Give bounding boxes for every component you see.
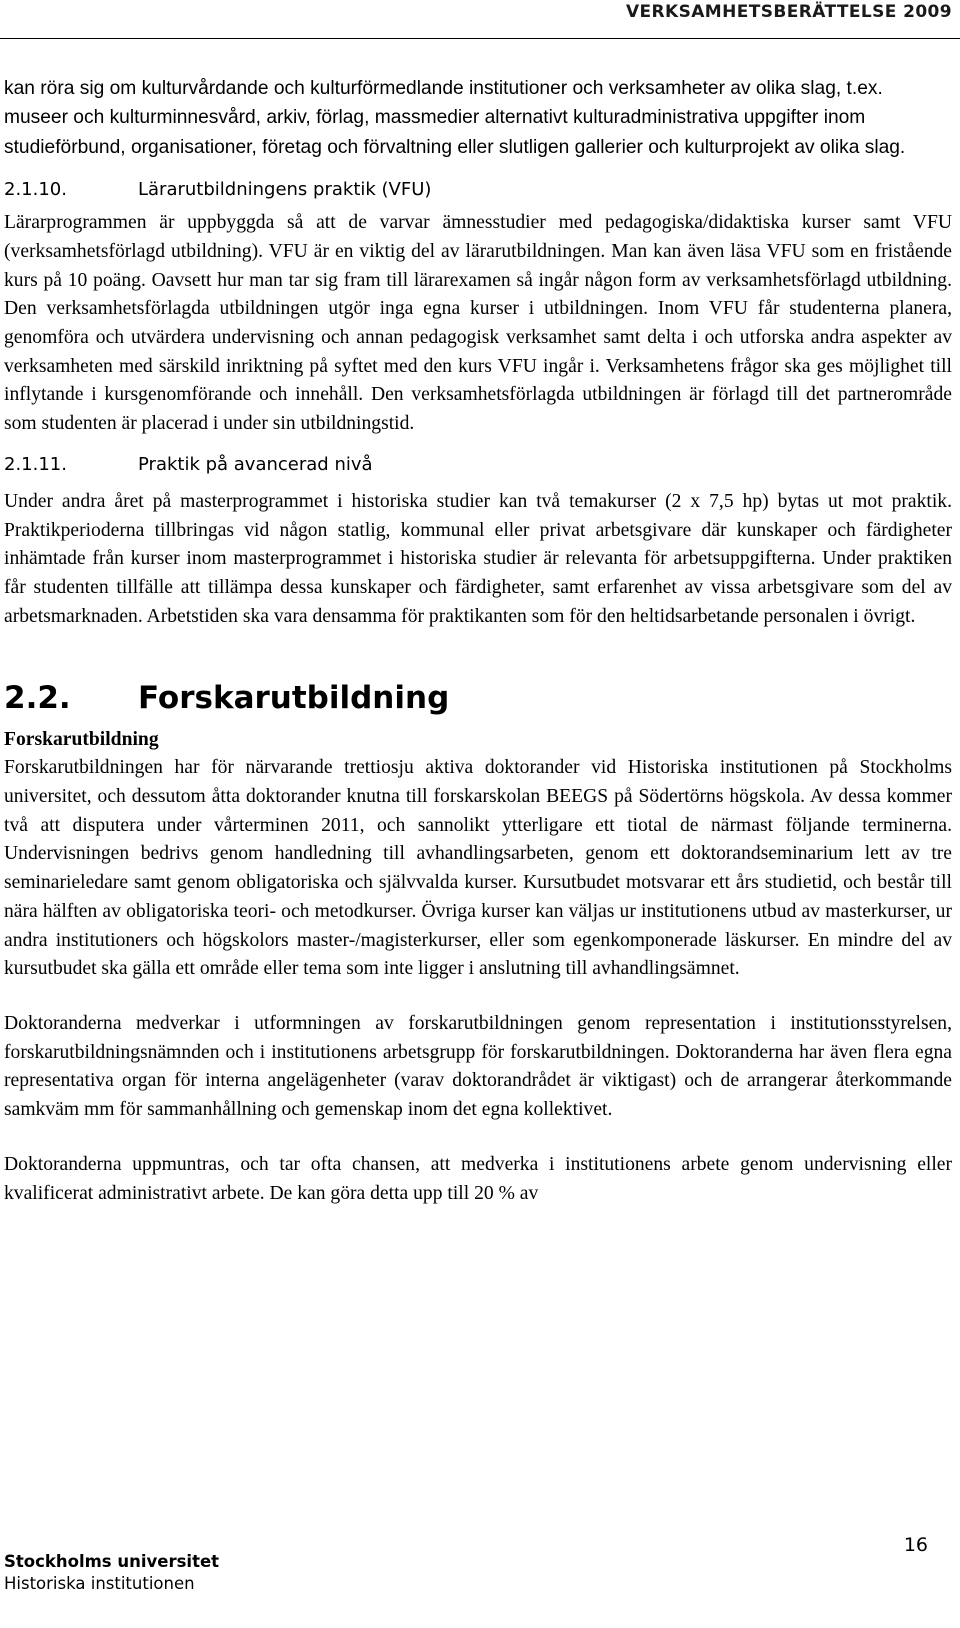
body-paragraph: Forskarutbildningen har för närvarande trettiosju aktiva doktorander vid Historiska institutionen på Stockholms universitet, och dessutom åtta doktorander knutna till forskarskolan BEEGS på Södertörns högskola. Av dessa kommer två att disputera under vårterminen 2011, och sannolikt ytterligare ett tiotal de närmast följande terminerna. Undervisningen bedrivs genom handledning till avhandlingsarbeten, genom ett doktorandseminarium lett av tre seminarieledare samt genom obligatoriska och självvalda kurser. Kursutbudet motsvarar ett års studietid, och består till nära hälften av obligatoriska teori- och metodkurser. Övriga kurser kan väljas ur institutionens utbud av masterkurser, ur andra institutioners och högskolors master-/magisterkurser, eller som egenkomponerade läskurser. En mindre del av kursutbudet ska gälla ett område eller tema som inte ligger i anslutning till avhandlingsämnet. — [4, 757, 952, 980]
header-rule — [0, 38, 960, 39]
heading-2-1-11 — [4, 453, 952, 477]
heading-title: Praktik på avancerad nivå — [138, 453, 373, 475]
body-paragraph: Lärarprogrammen är uppbyggda så att de varvar ämnesstudier med pedagogiska/didaktiska kurser samt VFU (verksamhetsförlagd utbildning). VFU är en viktig del av lärarutbildningen. Man kan även läsa VFU som en fristående kurs på 10 poäng. Oavsett hur man tar sig fram till lärarexamen så ingår någon form av verksamhetsförlagd utbildning. Den verksamhetsförlagda utbildningen utgör inga egna kurser i utbildningen. Inom VFU får studenterna planera, genomföra och utvärdera undervisning och annan pedagogisk verksamhet samt delta i och utforska andra aspekter av verksamheten med särskild inriktning på syftet med den kurs VFU ingår i. Verksamhetens frågor ska ges möjlighet till inflytande i kursgenomförande och innehåll. Den verksamhetsförlagda utbildningen är förlagd till det partnerområde som studenten är placerad i under sin utbildningstid. — [4, 212, 952, 435]
body-paragraph: Doktoranderna medverkar i utformningen av forskarutbildningen genom representation i institutionsstyrelsen, forskarutbildningsnämnden och i institutionens arbetsgrupp för forskarutbildningen. Doktoranderna har även flera egna representativa organ för interna angelägenheter (varav doktorandrådet är viktigast) och de arrangerar återkommande samkväm mm för sammanhållning och gemenskap inom det egna kollektivet. — [4, 1012, 952, 1121]
heading-2-1-10 — [4, 178, 952, 202]
heading-number: 2.1.11. — [4, 453, 67, 475]
heading-number: 2.2. — [4, 680, 71, 717]
heading-title: Lärarutbildningens praktik (VFU) — [138, 179, 432, 201]
heading-title: Forskarutbildning — [138, 680, 450, 717]
subheading: Forskarutbildning — [4, 729, 159, 751]
running-header: VERKSAMHETSBERÄTTELSE 2009 — [625, 2, 952, 22]
body-paragraph: Under andra året på masterprogrammet i historiska studier kan två temakurser (2 x 7,5 hp) bytas ut mot praktik. Praktikperioderna tillbringas vid någon statlig, kommunal eller privat arbetsgivare där kunskaper och färdigheter inhämtade från kurser inom masterprogrammet i historiska studier är relevanta för arbetsuppgifterna. Under praktiken får studenten tillfälle att tillämpa dessa kunskaper och färdigheter, samt erfarenhet av vissa arbetsgivare som del av arbetsmarknaden. Arbetstiden ska vara densamma för praktikanten som för den heltidsarbetande personalen i övrigt. — [4, 490, 952, 627]
page-number: 16 — [903, 1534, 928, 1556]
body-paragraph: Doktoranderna uppmuntras, och tar ofta chansen, att medverka i institutionens arbete genom undervisning eller kvalificerat administrativt arbete. De kan göra detta upp till 20 % av — [4, 1153, 952, 1204]
intro-paragraph: kan röra sig om kulturvårdande och kulturförmedlande institutioner och verksamheter av olika slag, t.ex. museer och kulturminnesvård, arkiv, förlag, massmedier alternativt kulturadministrativa uppgifter inom studieförbund, organisationer, företag och förvaltning eller slutligen gallerier och kulturprojekt av olika slag. — [4, 78, 906, 158]
heading-2-2 — [4, 678, 952, 718]
footer-organization: Stockholms universitet — [4, 1552, 220, 1571]
footer-department: Historiska institutionen — [4, 1574, 195, 1593]
heading-number: 2.1.10. — [4, 179, 67, 201]
page-content — [4, 74, 952, 1208]
